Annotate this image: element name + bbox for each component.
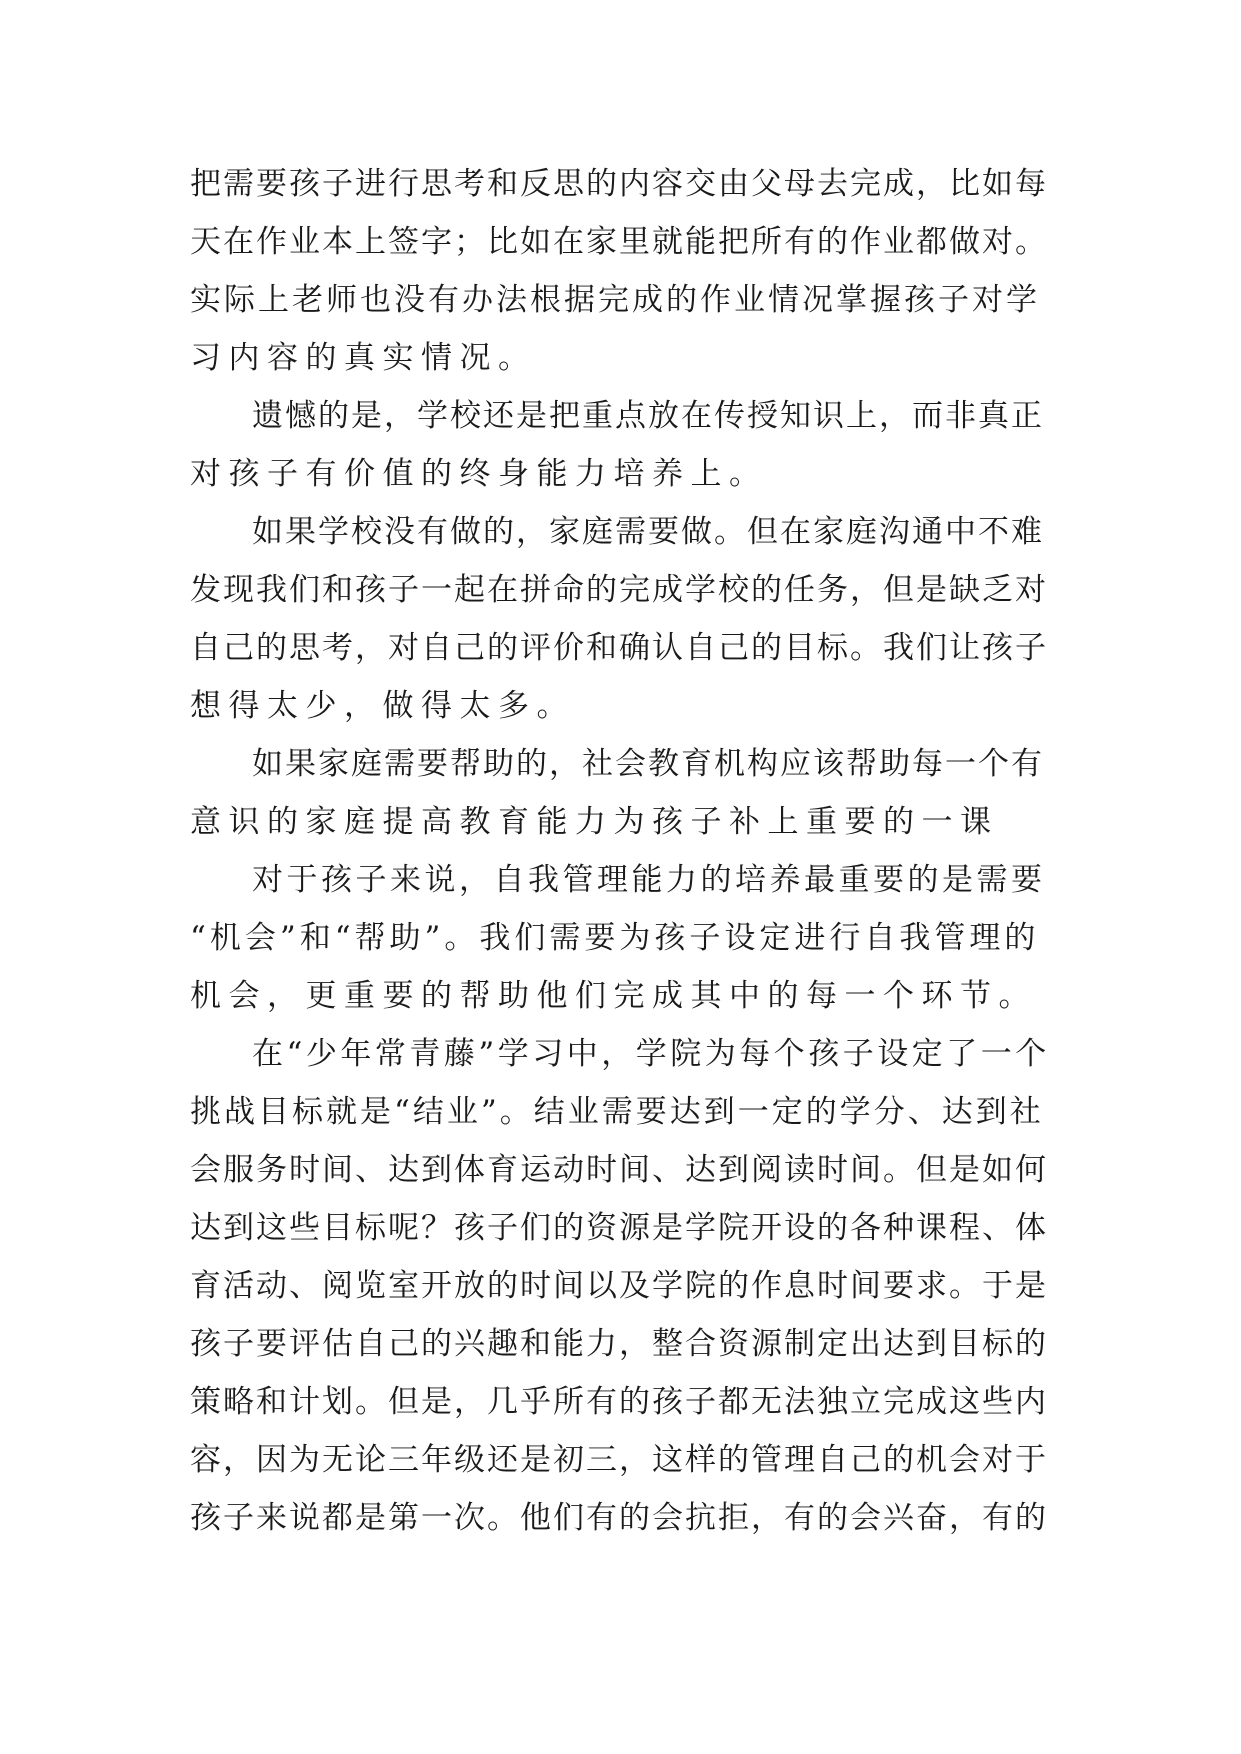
text-line: 发现我们和孩子一起在拼命的完成学校的任务，但是缺乏对 bbox=[190, 572, 1048, 608]
text-line: 天在作业本上签字；比如在家里就能把所有的作业都做对。 bbox=[190, 224, 1048, 260]
text-line: 实际上老师也没有办法根据完成的作业情况掌握孩子对学 bbox=[190, 282, 1040, 318]
text-line: 想得太少，做得太多。 bbox=[190, 688, 575, 724]
text-line: 对于孩子来说，自我管理能力的培养最重要的是需要 bbox=[252, 862, 1046, 898]
text-line: 习内容的真实情况。 bbox=[190, 340, 537, 376]
body-text bbox=[190, 155, 1050, 1547]
text-line: 对孩子有价值的终身能力培养上。 bbox=[190, 456, 768, 492]
text-line: 达到这些目标呢？孩子们的资源是学院开设的各种课程、体 bbox=[190, 1210, 1048, 1246]
text-line: 孩子要评估自己的兴趣和能力，整合资源制定出达到目标的 bbox=[190, 1326, 1048, 1362]
text-line: 遗憾的是，学校还是把重点放在传授知识上，而非真正 bbox=[252, 398, 1044, 434]
text-line: 如果家庭需要帮助的，社会教育机构应该帮助每一个有 bbox=[252, 746, 1044, 782]
text-line: 在“少年常青藤”学习中，学院为每个孩子设定了一个 bbox=[252, 1036, 1050, 1072]
text-line: 把需要孩子进行思考和反思的内容交由父母去完成，比如每 bbox=[190, 166, 1048, 202]
text-line: 机会，更重要的帮助他们完成其中的每一个环节。 bbox=[190, 978, 1037, 1014]
text-line: 意识的家庭提高教育能力为孩子补上重要的一课 bbox=[190, 804, 999, 840]
text-line: 会服务时间、达到体育运动时间、达到阅读时间。但是如何 bbox=[190, 1152, 1048, 1188]
text-line: 挑战目标就是“结业”。结业需要达到一定的学分、达到社 bbox=[190, 1094, 1044, 1130]
text-line: 如果学校没有做的，家庭需要做。但在家庭沟通中不难 bbox=[252, 514, 1044, 550]
text-line: 容，因为无论三年级还是初三，这样的管理自己的机会对于 bbox=[190, 1442, 1048, 1478]
text-line: 策略和计划。但是，几乎所有的孩子都无法独立完成这些内 bbox=[190, 1384, 1048, 1420]
text-line: 孩子来说都是第一次。他们有的会抗拒，有的会兴奋，有的 bbox=[190, 1500, 1048, 1536]
text-line: 自己的思考，对自己的评价和确认自己的目标。我们让孩子 bbox=[190, 630, 1048, 666]
text-line: “机会”和“帮助”。我们需要为孩子设定进行自我管理的 bbox=[190, 920, 1040, 956]
text-line: 育活动、阅览室开放的时间以及学院的作息时间要求。于是 bbox=[190, 1268, 1048, 1304]
